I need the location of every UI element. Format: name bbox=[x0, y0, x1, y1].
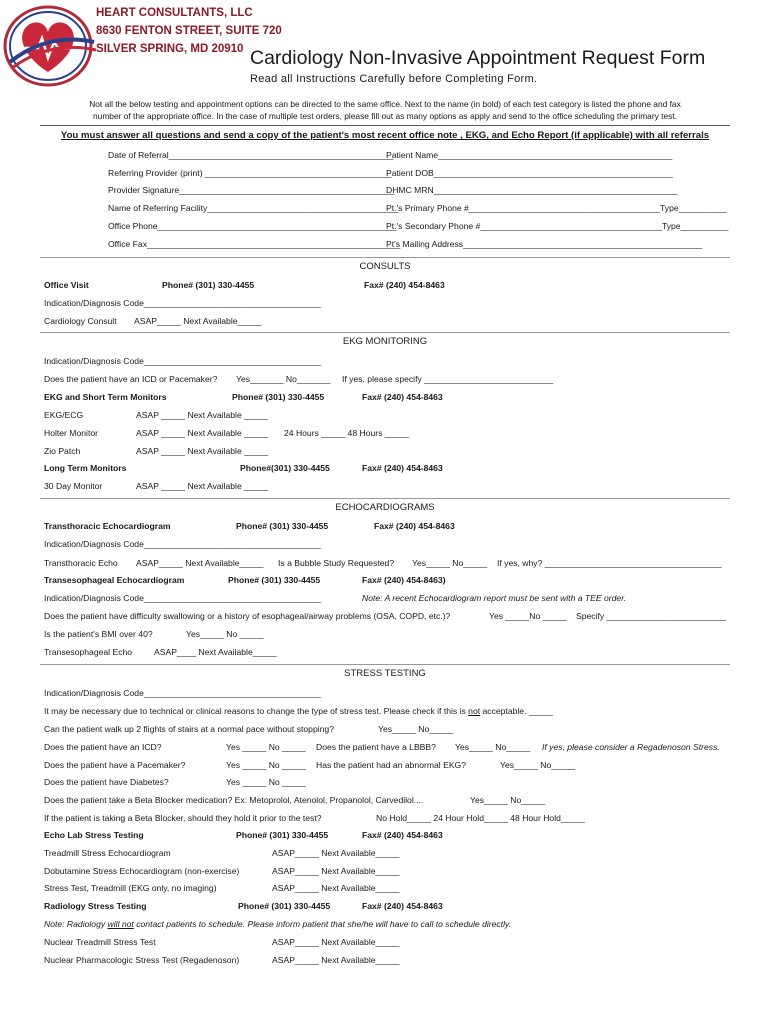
swallowing-answer[interactable]: Yes _____No _____ bbox=[489, 611, 567, 621]
bubble-study-why[interactable]: If yes, why? _____________________________________ bbox=[497, 558, 722, 568]
pacemaker-question: Does the patient have a Pacemaker? bbox=[44, 760, 186, 770]
cardiology-consult-label: Cardiology Consult bbox=[44, 316, 117, 326]
office-phone-field[interactable]: Office Phone__________________________________________________ bbox=[108, 221, 397, 231]
office-visit-label: Office Visit bbox=[44, 280, 89, 290]
bubble-study-question: Is a Bubble Study Requested? bbox=[278, 558, 395, 568]
tte-fax: Fax# (240) 454-8463 bbox=[374, 521, 455, 531]
office-fax-field[interactable]: Office Fax_____________________________________________________ bbox=[108, 239, 401, 249]
swallowing-question: Does the patient have difficulty swallowing or a history of esophageal/airway problems (OSA, COPD, etc.)? bbox=[44, 611, 451, 621]
diabetes-answer[interactable]: Yes _____ No _____ bbox=[226, 777, 306, 787]
bmi-question: Is the patient's BMI over 40? bbox=[44, 629, 153, 639]
form-title: Cardiology Non-Invasive Appointment Request Form bbox=[250, 47, 706, 69]
referring-facility-field[interactable]: Name of Referring Facility________________________________________ bbox=[108, 203, 399, 213]
nuclear-treadmill-options[interactable]: ASAP_____ Next Available_____ bbox=[272, 937, 400, 947]
treadmill-echo-options[interactable]: ASAP_____ Next Available_____ bbox=[272, 848, 400, 858]
holter-monitor-options[interactable]: ASAP _____ Next Available _____ bbox=[136, 428, 269, 438]
echo-heading: ECHOCARDIOGRAMS bbox=[335, 502, 435, 513]
hold-answer[interactable]: No Hold_____ 24 Hour Hold_____ 48 Hour Hold_____ bbox=[376, 813, 585, 823]
echo-lab-fax: Fax# (240) 454-8463 bbox=[362, 830, 443, 840]
radiology-note-suffix: contact patients to schedule. Please inform patient that she/he will have to call to schedule directly. bbox=[133, 919, 512, 929]
ekg-ecg-options[interactable]: ASAP _____ Next Available _____ bbox=[136, 410, 269, 420]
section-divider bbox=[40, 257, 730, 258]
tte-indication-field[interactable]: Indication/Diagnosis Code_____________________________________ bbox=[44, 539, 321, 549]
patient-dob-field[interactable]: Patient DOB__________________________________________________ bbox=[386, 168, 673, 178]
company-street: 8630 FENTON STREET, SUITE 720 bbox=[96, 25, 282, 37]
beta-blocker-question: Does the patient take a Beta Blocker medication? Ex: Metoprolol, Atenolol, Propanolol, Carvedilol.... bbox=[44, 795, 424, 805]
treadmill-echo-label: Treadmill Stress Echocardiogram bbox=[44, 848, 171, 858]
notice-line-2: number of the appropriate office. In the case of multiple test orders, please fill out as many options as apply and send to the office scheduling the primary test. bbox=[93, 111, 677, 121]
nuclear-pharm-label: Nuclear Pharmacologic Stress Test (Regadenoson) bbox=[44, 955, 240, 965]
tee-label: Transesophageal Echocardiogram bbox=[44, 575, 185, 585]
consults-indication-field[interactable]: Indication/Diagnosis Code_____________________________________ bbox=[44, 298, 321, 308]
tte-label: Transthoracic Echocardiogram bbox=[44, 521, 171, 531]
secondary-phone-field[interactable]: Pt.'s Secondary Phone #______________________________________Type__________ bbox=[386, 221, 729, 231]
provider-signature-field[interactable]: Provider Signature_____________________________________________ bbox=[108, 185, 395, 195]
consults-heading: CONSULTS bbox=[359, 261, 411, 272]
stress-change-not: not bbox=[468, 706, 481, 716]
day30-monitor-label: 30 Day Monitor bbox=[44, 481, 103, 491]
tee-echo-label: Transesophageal Echo bbox=[44, 647, 133, 657]
beta-blocker-answer[interactable]: Yes_____ No_____ bbox=[470, 795, 546, 805]
treadmill-ekg-label: Stress Test, Treadmill (EKG only, no imaging) bbox=[44, 883, 217, 893]
tee-note: Note: A recent Echocardiogram report must be sent with a TEE order. bbox=[362, 593, 627, 603]
stress-heading: STRESS TESTING bbox=[344, 668, 426, 679]
radiology-note-will-not: will not bbox=[107, 919, 134, 929]
dobutamine-options[interactable]: ASAP_____ Next Available_____ bbox=[272, 866, 400, 876]
bmi-answer[interactable]: Yes_____ No _____ bbox=[186, 629, 264, 639]
stress-change-text: It may be necessary due to technical or clinical reasons to change the type of stress test. Please check if this is bbox=[44, 706, 469, 716]
holter-hours-options[interactable]: 24 Hours _____ 48 Hours _____ bbox=[284, 428, 409, 438]
ekg-indication-field[interactable]: Indication/Diagnosis Code_____________________________________ bbox=[44, 356, 321, 366]
company-city: SILVER SPRING, MD 20910 bbox=[96, 43, 244, 55]
radiology-phone: Phone# (301) 330-4455 bbox=[238, 901, 331, 911]
tte-phone: Phone# (301) 330-4455 bbox=[236, 521, 329, 531]
abnormal-ekg-answer[interactable]: Yes_____ No_____ bbox=[500, 760, 576, 770]
nuclear-pharm-options[interactable]: ASAP_____ Next Available_____ bbox=[272, 955, 400, 965]
divider bbox=[40, 125, 730, 126]
treadmill-ekg-options[interactable]: ASAP_____ Next Available_____ bbox=[272, 883, 400, 893]
dhmc-mrn-field[interactable]: DHMC MRN___________________________________________________ bbox=[386, 185, 678, 195]
stress-change-suffix: acceptable. _____ bbox=[480, 706, 553, 716]
short-term-fax: Fax# (240) 454-8463 bbox=[362, 392, 443, 402]
lbbb-answer[interactable]: Yes_____ No_____ bbox=[455, 742, 531, 752]
long-term-phone: Phone#(301) 330-4455 bbox=[240, 463, 330, 473]
ekg-ecg-label: EKG/ECG bbox=[44, 410, 84, 420]
tee-fax: Fax# (240) 454-8463) bbox=[362, 575, 446, 585]
radiology-note bbox=[44, 919, 511, 930]
stairs-question: Can the patient walk up 2 flights of stairs at a normal pace without stopping? bbox=[44, 724, 334, 734]
dobutamine-label: Dobutamine Stress Echocardiogram (non-exercise) bbox=[44, 866, 240, 876]
diabetes-question: Does the patient have Diabetes? bbox=[44, 777, 169, 787]
stairs-answer[interactable]: Yes_____ No_____ bbox=[378, 724, 454, 734]
company-name: HEART CONSULTANTS, LLC bbox=[96, 7, 253, 19]
stress-change-notice[interactable] bbox=[44, 706, 553, 717]
hold-question: If the patient is taking a Beta Blocker, should they hold it prior to the test? bbox=[44, 813, 322, 823]
section-divider bbox=[40, 332, 730, 333]
icd-pacemaker-question: Does the patient have an ICD or Pacemaker? bbox=[44, 374, 218, 384]
pacemaker-answer[interactable]: Yes _____ No _____ bbox=[226, 760, 306, 770]
echo-lab-stress-label: Echo Lab Stress Testing bbox=[44, 830, 144, 840]
nuclear-treadmill-label: Nuclear Treadmill Stress Test bbox=[44, 937, 156, 947]
day30-monitor-options[interactable]: ASAP _____ Next Available _____ bbox=[136, 481, 269, 491]
swallowing-specify[interactable]: Specify _________________________ bbox=[576, 611, 727, 621]
echo-lab-phone: Phone# (301) 330-4455 bbox=[236, 830, 329, 840]
radiology-note-text: Note: Radiology bbox=[44, 919, 108, 929]
notice-text bbox=[40, 98, 730, 122]
cardiology-consult-options[interactable]: ASAP_____ Next Available_____ bbox=[134, 316, 262, 326]
consults-phone: Phone# (301) 330-4455 bbox=[162, 280, 255, 290]
short-term-monitors-label: EKG and Short Term Monitors bbox=[44, 392, 167, 402]
radiology-stress-label: Radiology Stress Testing bbox=[44, 901, 147, 911]
notice-line-1: Not all the below testing and appointment options can be directed to the same office. Next to the name (in bold) of each test category is listed the phone and fax bbox=[89, 99, 681, 109]
tee-indication-field[interactable]: Indication/Diagnosis Code_____________________________________ bbox=[44, 593, 321, 603]
section-divider bbox=[40, 664, 730, 665]
long-term-fax: Fax# (240) 454-8463 bbox=[362, 463, 443, 473]
stress-indication-field[interactable]: Indication/Diagnosis Code_____________________________________ bbox=[44, 688, 321, 698]
must-answer-notice: You must answer all questions and send a copy of the patient's most recent office note , EKG, and Echo Report (if applicable) with all referrals bbox=[60, 130, 710, 141]
stress-icd-question: Does the patient have an ICD? bbox=[44, 742, 162, 752]
icd-pacemaker-answer[interactable]: Yes_______ No_______ bbox=[236, 374, 331, 384]
primary-phone-field[interactable]: Pt.'s Primary Phone #________________________________________Type__________ bbox=[386, 203, 727, 213]
mailing-address-field[interactable]: Pt's Mailing Address__________________________________________________ bbox=[386, 239, 703, 249]
holter-monitor-label: Holter Monitor bbox=[44, 428, 98, 438]
zio-patch-options[interactable]: ASAP _____ Next Available _____ bbox=[136, 446, 269, 456]
stress-icd-answer[interactable]: Yes _____ No _____ bbox=[226, 742, 306, 752]
bubble-study-answer[interactable]: Yes_____ No_____ bbox=[412, 558, 488, 568]
tte-echo-options[interactable]: ASAP_____ Next Available_____ bbox=[136, 558, 264, 568]
tte-echo-label: Transthoracic Echo bbox=[44, 558, 118, 568]
section-divider bbox=[40, 498, 730, 499]
long-term-monitors-label: Long Term Monitors bbox=[44, 463, 127, 473]
patient-name-field[interactable]: Patient Name_________________________________________________ bbox=[386, 150, 673, 160]
date-of-referral-field[interactable]: Date of Referral_______________________________________________ bbox=[108, 150, 394, 160]
instructions-line: Read all Instructions Carefully before Completing Form. bbox=[250, 73, 538, 85]
consults-fax: Fax# (240) 454-8463 bbox=[364, 280, 445, 290]
referring-provider-field[interactable]: Referring Provider (print) _______________________________________ bbox=[108, 168, 392, 178]
abnormal-ekg-question: Has the patient had an abnormal EKG? bbox=[316, 760, 467, 770]
lbbb-question: Does the patient have a LBBB? bbox=[316, 742, 436, 752]
lbbb-note: If yes, please consider a Regadenoson Stress. bbox=[542, 742, 720, 752]
tee-phone: Phone# (301) 330-4455 bbox=[228, 575, 321, 585]
tee-echo-options[interactable]: ASAP____ Next Available_____ bbox=[154, 647, 277, 657]
ekg-heading: EKG MONITORING bbox=[342, 336, 428, 347]
zio-patch-label: Zio Patch bbox=[44, 446, 81, 456]
short-term-phone: Phone# (301) 330-4455 bbox=[232, 392, 325, 402]
heart-consultants-logo bbox=[2, 2, 98, 88]
radiology-fax: Fax# (240) 454-8463 bbox=[362, 901, 443, 911]
icd-pacemaker-specify[interactable]: If yes, please specify ___________________________ bbox=[342, 374, 554, 384]
